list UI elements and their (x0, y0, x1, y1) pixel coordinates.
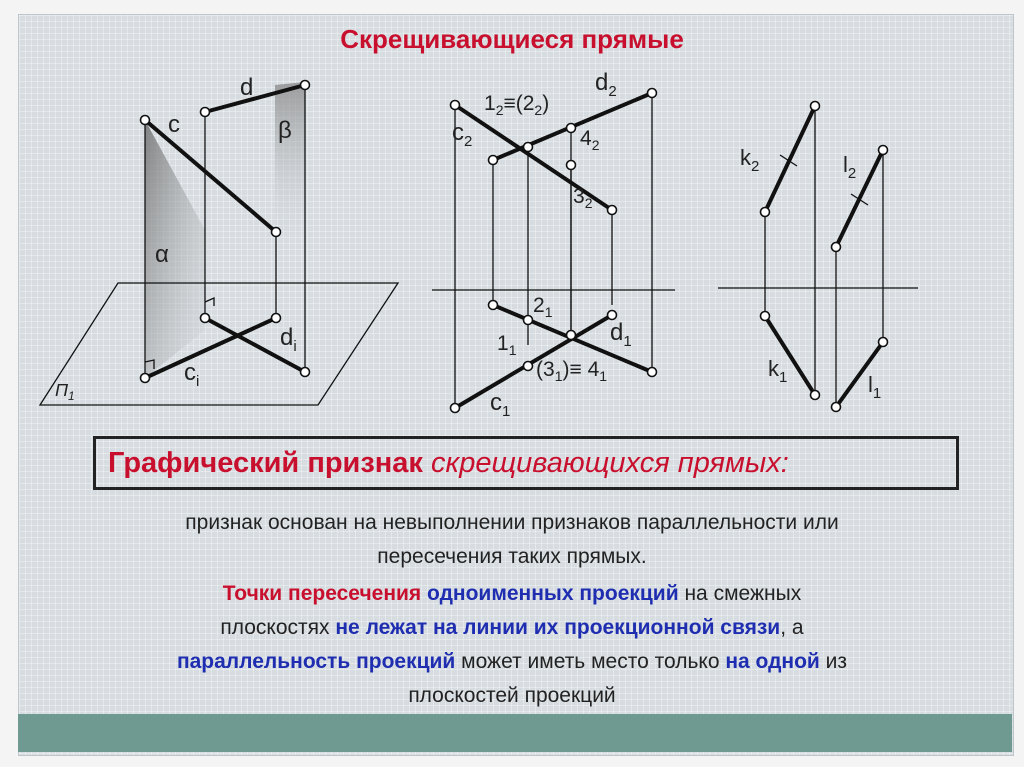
right-projection-diagram (718, 102, 918, 412)
paragraph-line-1: признак основан на невыполнении признаков параллельности или (185, 511, 839, 534)
text-plain-2: плоскостях (220, 616, 330, 639)
paragraph-line-3 (40, 577, 984, 611)
plane-beta (275, 82, 305, 250)
text-plain-4: может иметь место только (455, 650, 726, 673)
paragraph-line-4 (40, 611, 984, 645)
label-d2: $d_2$ (595, 69, 617, 100)
label-beta: β (278, 117, 292, 144)
text-plain-5: из (819, 650, 848, 673)
label-l1: $l_1$ (868, 372, 882, 402)
label-l2: $l_2$ (843, 152, 857, 182)
paragraph-line-6: плоскостей проекций (408, 684, 616, 707)
label-32: $3_2$ (573, 185, 593, 211)
label-d: d (240, 74, 254, 101)
paragraph-line-5 (40, 645, 984, 679)
label-alpha: α (155, 241, 169, 268)
middle-projection-diagram (432, 69, 675, 420)
label-di: $d_i$ (280, 324, 297, 355)
label-c: c (168, 111, 180, 138)
label-11: $1_1$ (497, 332, 517, 358)
heading-bold: Графический признак (108, 447, 423, 479)
heading-italic: скрещивающихся прямых: (422, 447, 789, 479)
text-red-1: Точки пересечения (222, 582, 422, 605)
label-21: $2_1$ (533, 294, 553, 320)
text-blue-1: одноименных проекций (427, 582, 679, 605)
label-c2: $c_2$ (452, 119, 473, 150)
label-ci: $c_i$ (184, 359, 200, 390)
label-d1-mid: $d_1$ (610, 319, 632, 350)
heading-text (108, 447, 789, 480)
text-plain-3: , а (780, 616, 804, 639)
text-plain-1: на смежных (678, 582, 802, 605)
text-blue-3: параллельность проекций (176, 650, 456, 673)
slide-title: Скрещивающиеся прямые (340, 24, 684, 54)
label-k1: $k_1$ (768, 356, 788, 386)
paragraph-line-2: пересечения таких прямых. (377, 545, 647, 568)
heading-box (93, 436, 959, 490)
label-c1-mid: $c_1$ (490, 389, 511, 420)
label-42: $4_2$ (580, 127, 600, 153)
left-3d-diagram (40, 74, 398, 405)
plane-alpha (145, 120, 205, 378)
line-k2 (765, 106, 815, 212)
label-pi1: $\Pi_1$ (55, 380, 75, 403)
text-blue-4: на одной (725, 650, 820, 673)
text-blue-2: не лежат на линии их проекционной связи (335, 616, 781, 639)
label-12-22: $1_2\equiv(2_2)$ (484, 92, 550, 118)
label-31-41: $(3_1)\equiv 4_1$ (536, 358, 608, 384)
label-k2: $k_2$ (740, 145, 760, 175)
